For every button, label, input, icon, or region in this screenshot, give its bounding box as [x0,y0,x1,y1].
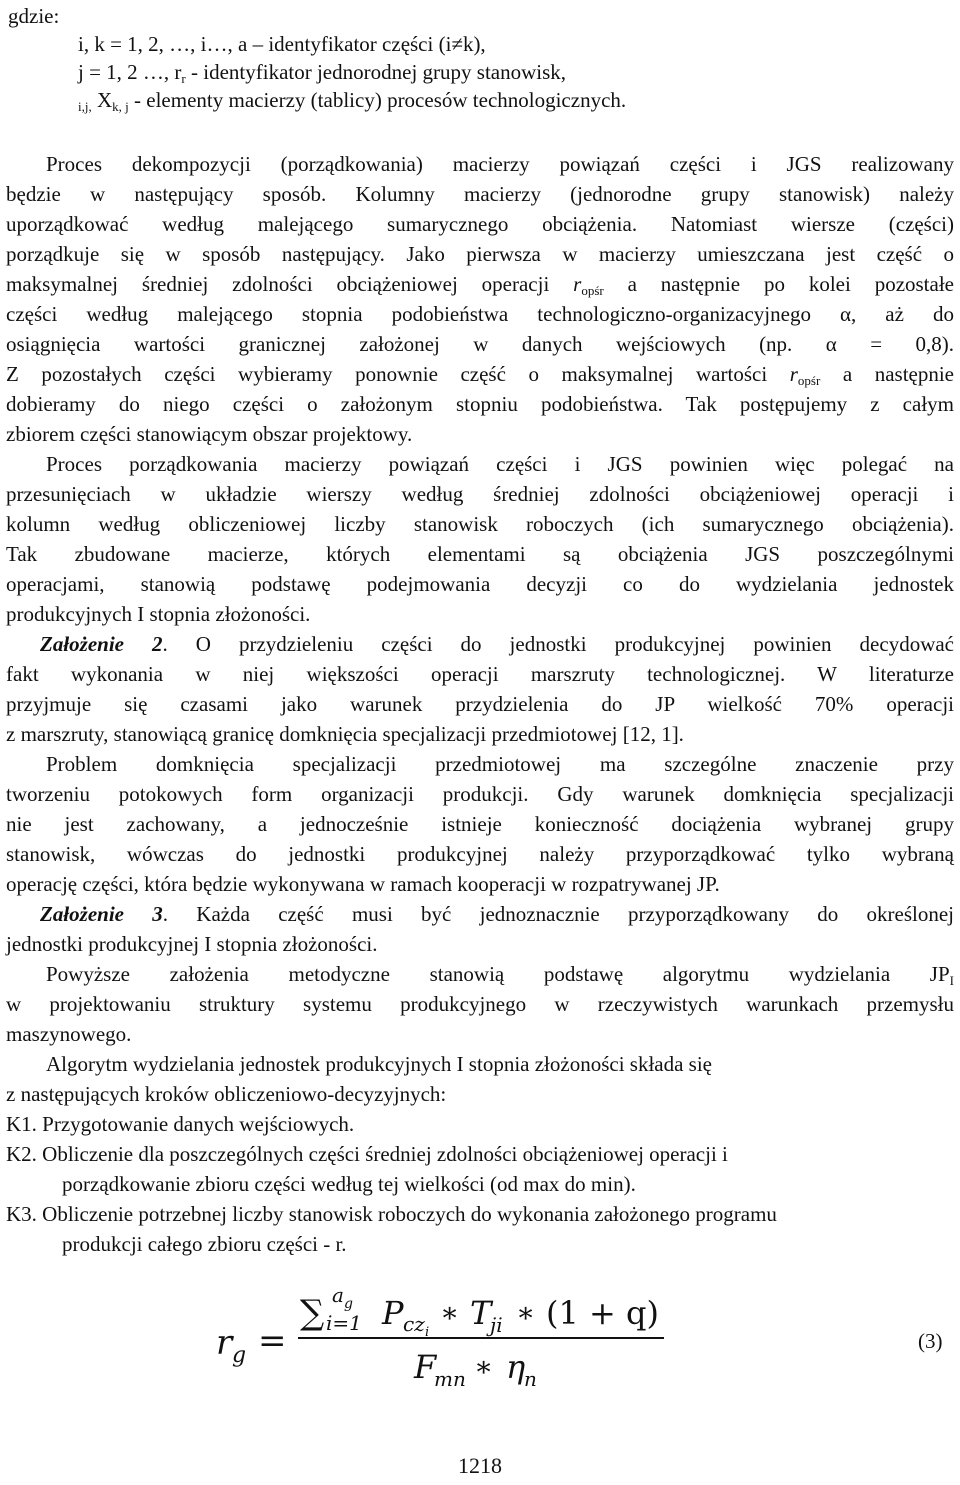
definition-line-3: $_{i,j,}$ $X_{k, j}$ - elementy macierzy (tablicy) procesów technologicznych. [78,88,627,114]
text-line: Powyższe założenia metodyczne stanowią podstawę algorytmu wydzielania $JP_I$ [46,962,954,988]
sum-upper-g: g [344,1296,353,1312]
star-1: ∗ [440,1296,460,1329]
symbol-P-sub: cz [403,1312,425,1336]
step-k1: K1. Przygotowanie danych wejściowych. [6,1112,355,1136]
symbol-eta: η [506,1348,526,1386]
symbol-T: T [470,1294,492,1332]
symbol-F: F [414,1348,437,1386]
assumption-label: Założenie 3 [40,902,163,926]
equation-3 [0,1282,960,1392]
definition-line-2: j = 1, 2 …, $r_r$ - identyfikator jednorodnej grupy stanowisk, [78,60,567,86]
text-line: Założenie 3. Każda część musi być jednoznacznie przyporządkowany do określonej [40,902,954,926]
text-line: osiągnięcia wartości granicznej założonej w danych wejściowych (np. α = 0,8). [6,332,954,356]
text-line: porządkuje się w sposób następujący. Jako pierwsza w macierzy umieszczana jest część o [6,242,954,266]
step-k3-continuation: produkcji całego zbioru części - r. [62,1232,347,1256]
text-line: fakt wykonania w niej większości operacji marszruty technologicznej. W literaturze [6,662,954,686]
text-line: jednostki produkcyjnej I stopnia złożoności. [6,932,378,956]
step-k2: K2. Obliczenie dla poszczególnych części średniej zdolności obciążeniowej operacji i [6,1142,728,1166]
sum-upper-a: a [332,1283,344,1307]
text-line: w projektowaniu struktury systemu produkcyjnego w rzeczywistych warunkach przemysłu [6,992,954,1016]
sum-sign: ∑ [300,1293,325,1333]
text-line: Z pozostałych części wybieramy ponownie część o maksymalnej wartości $r_{opśr}$ a następnie [6,362,954,388]
symbol-eta-sub: n [524,1367,537,1391]
star-2: ∗ [516,1296,536,1329]
gdzie-label: gdzie: [8,4,60,28]
text-line: tworzeniu potokowych form organizacji produkcji. Gdy warunek domknięcia specjalizacji [6,782,954,806]
text-line: Tak zbudowane macierze, których elementami są obciążenia JGS poszczególnymi [6,542,954,566]
text-line: Algorytm wydzielania jednostek produkcyjnych I stopnia złożoności składa się [46,1052,713,1076]
text-line: stanowisk, wówczas do jednostki produkcyjnej należy przyporządkować tylko wybraną [6,842,954,866]
sum-lower-limit: i=1 [326,1311,362,1335]
text-line: uporządkować według malejącego sumarycznego obciążenia. Natomiast wiersze (części) [6,212,954,236]
symbol-T-sub: ji [490,1313,503,1337]
text-line: Proces dekompozycji (porządkowania) macierzy powiązań części i JGS realizowany [46,152,954,176]
assumption-label: Założenie 2 [40,632,163,656]
text-line: zbiorem części stanowiącym obszar projektowy. [6,422,413,446]
equals-sign: = [258,1321,287,1361]
text-line: operację części, która będzie wykonywana w ramach kooperacji w rozpatrywanej JP. [6,872,720,896]
text-line: maszynowego. [6,1022,132,1046]
text-line: z marszruty, stanowiącą granicę domknięcia specjalizacji przedmiotowej [12, 1]. [6,722,684,746]
text-line: Proces porządkowania macierzy powiązań części i JGS powinien więc polegać na [46,452,954,476]
symbol-P: P [382,1294,404,1332]
symbol-P-subsub: i [425,1325,430,1340]
lhs-g: g [232,1343,247,1368]
text-line: przyjmuje się czasami jako warunek przydzielenia do JP wielkość 70% operacji [6,692,954,716]
page-number: 1218 [458,1453,502,1478]
text-line: nie jest zachowany, a jednocześnie istnieje konieczność dociążenia wybranej grupy [6,812,954,836]
text-line: dobieramy do niego części o założonym stopniu podobieństwa. Tak postępujemy z całym [6,392,954,416]
text-line: produkcyjnych I stopnia złożoności. [6,602,311,626]
step-k3: K3. Obliczenie potrzebnej liczby stanowisk roboczych do wykonania założonego programu [6,1202,777,1226]
text-line: kolumn według obliczeniowej liczby stanowisk roboczych (ich sumarycznego obciążenia). [6,512,954,536]
text-line: części według malejącego stopnia podobieństwa technologiczno-organizacyjnego α, aż do [6,302,954,326]
lhs-r: r [216,1323,233,1363]
text-line: z następujących kroków obliczeniowo-decyzyjnych: [6,1082,447,1106]
text-line: operacjami, stanowią podstawę podejmowania decyzji co do wydzielania jednostek [6,572,954,596]
text-line: Problem domknięcia specjalizacji przedmiotowej ma szczególne znaczenie przy [46,752,954,776]
step-k2-continuation: porządkowanie zbioru części według tej wielkości (od max do min). [62,1172,636,1196]
text-line: przesunięciach w układzie wierszy według średniej zdolności obciążeniowej operacji i [6,482,954,506]
text-line: Założenie 2. O przydzieleniu części do jednostki produkcyjnej powinien decydować [40,632,955,656]
symbol-F-sub: mn [434,1367,466,1391]
text-line: maksymalnej średniej zdolności obciążeniowej operacji $r_{opśr}$ a następnie po kolei pozostałe [6,272,954,298]
definition-line-1: i, k = 1, 2, …, i…, a – identyfikator części (i≠k), [78,32,486,56]
equation-number: (3) [918,1329,943,1353]
star-3: ∗ [474,1350,494,1383]
text-line: będzie w następujący sposób. Kolumny macierzy (jednorodne grupy stanowisk) należy [6,182,954,206]
paren-term: (1 + q) [546,1294,659,1332]
